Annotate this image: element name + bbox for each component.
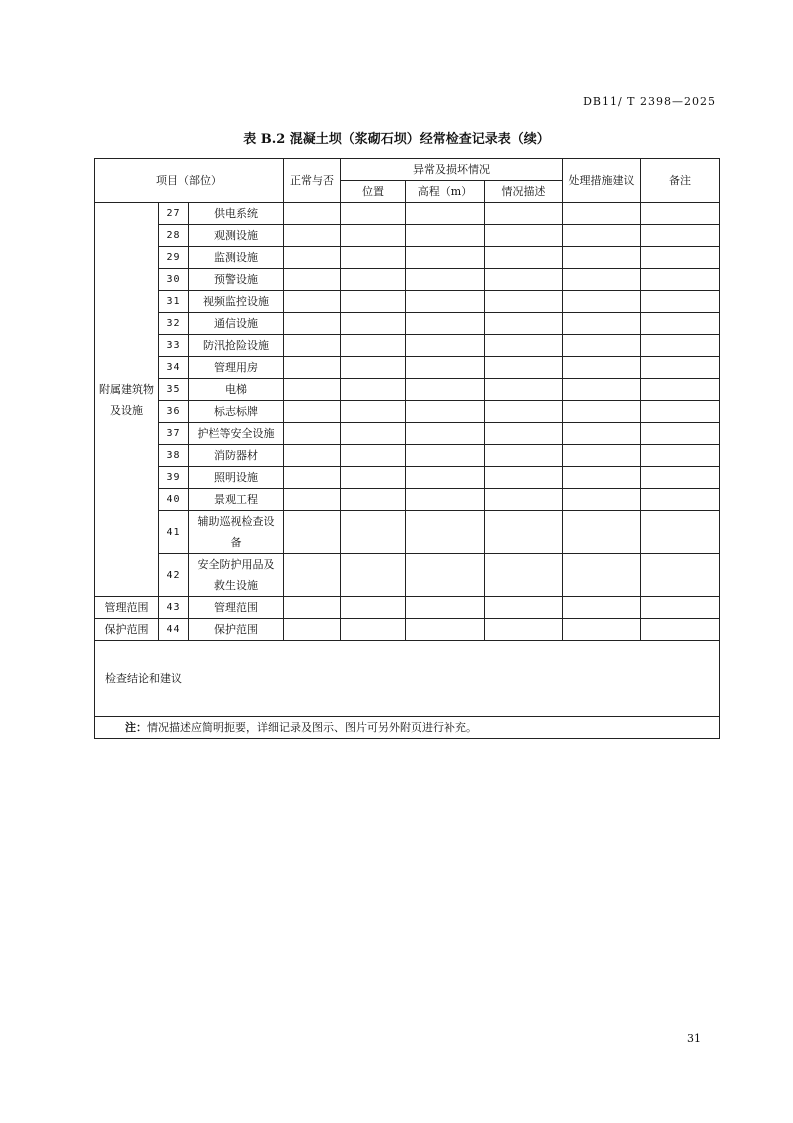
table-row [95, 335, 720, 357]
cell-remark[interactable] [641, 554, 720, 597]
row-name: 供电系统 [189, 203, 284, 225]
page-number: 31 [687, 1032, 701, 1045]
row-name: 护栏等安全设施 [189, 423, 284, 445]
table-row [95, 269, 720, 291]
row-number: 36 [159, 401, 189, 423]
standard-code: DB11/ T 2398—2025 [583, 95, 716, 108]
cell-normal[interactable] [284, 291, 341, 313]
cell-description[interactable] [485, 247, 563, 269]
cell-remark[interactable] [641, 467, 720, 489]
cell-normal[interactable] [284, 597, 341, 619]
table-row [95, 247, 720, 269]
row-number: 41 [159, 511, 189, 554]
cell-normal[interactable] [284, 445, 341, 467]
cell-elevation[interactable] [406, 554, 485, 597]
conclusion-label: 检查结论和建议 [105, 672, 182, 685]
cell-position[interactable] [341, 445, 406, 467]
cell-position[interactable] [341, 379, 406, 401]
cell-description[interactable] [485, 597, 563, 619]
group-affiliated: 附属建筑物 及设施 [95, 203, 159, 597]
table-row [95, 401, 720, 423]
cell-position[interactable] [341, 401, 406, 423]
cell-position[interactable] [341, 489, 406, 511]
row-number: 44 [159, 619, 189, 641]
cell-elevation[interactable] [406, 247, 485, 269]
cell-remark[interactable] [641, 423, 720, 445]
cell-normal[interactable] [284, 554, 341, 597]
cell-normal[interactable] [284, 203, 341, 225]
cell-position[interactable] [341, 554, 406, 597]
cell-normal[interactable] [284, 423, 341, 445]
row-name: 预警设施 [189, 269, 284, 291]
table-note [95, 717, 720, 739]
cell-description[interactable] [485, 467, 563, 489]
cell-normal[interactable] [284, 225, 341, 247]
cell-position[interactable] [341, 335, 406, 357]
row-number: 33 [159, 335, 189, 357]
row-number: 28 [159, 225, 189, 247]
cell-remark[interactable] [641, 445, 720, 467]
note-label: 注： [125, 721, 147, 734]
row-name: 防汛抢险设施 [189, 335, 284, 357]
cell-description[interactable] [485, 225, 563, 247]
cell-remark[interactable] [641, 619, 720, 641]
row-number: 34 [159, 357, 189, 379]
row-name: 景观工程 [189, 489, 284, 511]
cell-position[interactable] [341, 597, 406, 619]
cell-elevation[interactable] [406, 511, 485, 554]
cell-elevation[interactable] [406, 423, 485, 445]
cell-measure[interactable] [563, 511, 641, 554]
cell-elevation[interactable] [406, 335, 485, 357]
row-name: 通信设施 [189, 313, 284, 335]
header-position: 位置 [341, 181, 406, 203]
row-name: 观测设施 [189, 225, 284, 247]
cell-description[interactable] [485, 619, 563, 641]
cell-normal[interactable] [284, 357, 341, 379]
header-item: 项目（部位） [95, 159, 284, 203]
cell-measure[interactable] [563, 445, 641, 467]
cell-position[interactable] [341, 511, 406, 554]
row-number: 39 [159, 467, 189, 489]
cell-position[interactable] [341, 619, 406, 641]
row-name: 电梯 [189, 379, 284, 401]
cell-description[interactable] [485, 401, 563, 423]
cell-measure[interactable] [563, 554, 641, 597]
row-number: 29 [159, 247, 189, 269]
row-number: 40 [159, 489, 189, 511]
cell-elevation[interactable] [406, 597, 485, 619]
row-name: 管理范围 [189, 597, 284, 619]
cell-measure[interactable] [563, 291, 641, 313]
cell-normal[interactable] [284, 269, 341, 291]
cell-elevation[interactable] [406, 489, 485, 511]
cell-position[interactable] [341, 247, 406, 269]
cell-position[interactable] [341, 203, 406, 225]
cell-measure[interactable] [563, 269, 641, 291]
row-name: 安全防护用品及 救生设施 [189, 554, 284, 597]
cell-measure[interactable] [563, 225, 641, 247]
header-remark: 备注 [641, 159, 720, 203]
cell-remark[interactable] [641, 357, 720, 379]
row-number: 38 [159, 445, 189, 467]
cell-elevation[interactable] [406, 291, 485, 313]
cell-description[interactable] [485, 511, 563, 554]
table-row [95, 489, 720, 511]
header-description: 情况描述 [485, 181, 563, 203]
table-row [95, 445, 720, 467]
cell-elevation[interactable] [406, 379, 485, 401]
cell-elevation[interactable] [406, 357, 485, 379]
header-abnormal: 异常及损坏情况 [341, 159, 563, 181]
cell-description[interactable] [485, 357, 563, 379]
cell-elevation[interactable] [406, 313, 485, 335]
row-number: 37 [159, 423, 189, 445]
cell-normal[interactable] [284, 247, 341, 269]
cell-position[interactable] [341, 467, 406, 489]
cell-description[interactable] [485, 445, 563, 467]
cell-description[interactable] [485, 335, 563, 357]
cell-measure[interactable] [563, 401, 641, 423]
cell-elevation[interactable] [406, 269, 485, 291]
row-name: 标志标牌 [189, 401, 284, 423]
cell-normal[interactable] [284, 401, 341, 423]
table-row [95, 357, 720, 379]
cell-normal[interactable] [284, 511, 341, 554]
cell-measure[interactable] [563, 203, 641, 225]
cell-description[interactable] [485, 203, 563, 225]
cell-remark[interactable] [641, 225, 720, 247]
cell-normal[interactable] [284, 489, 341, 511]
group-protection: 保护范围 [95, 619, 159, 641]
cell-description[interactable] [485, 291, 563, 313]
cell-description[interactable] [485, 379, 563, 401]
table-row [95, 313, 720, 335]
cell-measure[interactable] [563, 379, 641, 401]
header-normal: 正常与否 [284, 159, 341, 203]
table-row [95, 379, 720, 401]
group-management: 管理范围 [95, 597, 159, 619]
cell-measure[interactable] [563, 357, 641, 379]
cell-remark[interactable] [641, 489, 720, 511]
cell-elevation[interactable] [406, 203, 485, 225]
table-row [95, 467, 720, 489]
table-row [95, 225, 720, 247]
cell-measure[interactable] [563, 335, 641, 357]
cell-description[interactable] [485, 269, 563, 291]
table-row [95, 423, 720, 445]
cell-position[interactable] [341, 269, 406, 291]
cell-normal[interactable] [284, 335, 341, 357]
cell-normal[interactable] [284, 313, 341, 335]
row-number: 31 [159, 291, 189, 313]
row-name: 消防器材 [189, 445, 284, 467]
cell-remark[interactable] [641, 379, 720, 401]
row-number: 35 [159, 379, 189, 401]
note-text: 情况描述应简明扼要，详细记录及图示、图片可另外附页进行补充。 [147, 721, 477, 734]
cell-position[interactable] [341, 225, 406, 247]
inspection-record-table [94, 158, 720, 739]
cell-position[interactable] [341, 313, 406, 335]
row-name: 监测设施 [189, 247, 284, 269]
cell-elevation[interactable] [406, 445, 485, 467]
cell-remark[interactable] [641, 203, 720, 225]
row-name: 辅助巡视检查设 备 [189, 511, 284, 554]
row-number: 42 [159, 554, 189, 597]
cell-measure[interactable] [563, 247, 641, 269]
cell-remark[interactable] [641, 247, 720, 269]
table-row [95, 203, 720, 225]
cell-elevation[interactable] [406, 401, 485, 423]
cell-position[interactable] [341, 423, 406, 445]
row-name: 视频监控设施 [189, 291, 284, 313]
cell-remark[interactable] [641, 291, 720, 313]
cell-measure[interactable] [563, 489, 641, 511]
cell-normal[interactable] [284, 467, 341, 489]
cell-remark[interactable] [641, 511, 720, 554]
header-measure: 处理措施建议 [563, 159, 641, 203]
table-title: 表 B.2 混凝土坝（浆砌石坝）经常检查记录表（续） [243, 132, 550, 147]
cell-description[interactable] [485, 313, 563, 335]
cell-remark[interactable] [641, 269, 720, 291]
header-elevation: 高程（m） [406, 181, 485, 203]
conclusion-field[interactable] [95, 641, 720, 717]
row-name: 照明设施 [189, 467, 284, 489]
table-row [95, 554, 720, 597]
cell-measure[interactable] [563, 313, 641, 335]
cell-elevation[interactable] [406, 619, 485, 641]
cell-normal[interactable] [284, 379, 341, 401]
row-number: 30 [159, 269, 189, 291]
cell-remark[interactable] [641, 313, 720, 335]
cell-remark[interactable] [641, 401, 720, 423]
cell-measure[interactable] [563, 619, 641, 641]
cell-measure[interactable] [563, 423, 641, 445]
table-row [95, 619, 720, 641]
row-name: 管理用房 [189, 357, 284, 379]
table-row [95, 291, 720, 313]
cell-elevation[interactable] [406, 467, 485, 489]
cell-description[interactable] [485, 489, 563, 511]
row-number: 32 [159, 313, 189, 335]
cell-elevation[interactable] [406, 225, 485, 247]
cell-measure[interactable] [563, 597, 641, 619]
cell-position[interactable] [341, 357, 406, 379]
row-name: 保护范围 [189, 619, 284, 641]
cell-position[interactable] [341, 291, 406, 313]
cell-remark[interactable] [641, 597, 720, 619]
cell-normal[interactable] [284, 619, 341, 641]
cell-remark[interactable] [641, 335, 720, 357]
table-row [95, 597, 720, 619]
cell-measure[interactable] [563, 467, 641, 489]
cell-description[interactable] [485, 423, 563, 445]
row-number: 43 [159, 597, 189, 619]
row-number: 27 [159, 203, 189, 225]
table-row [95, 511, 720, 554]
cell-description[interactable] [485, 554, 563, 597]
